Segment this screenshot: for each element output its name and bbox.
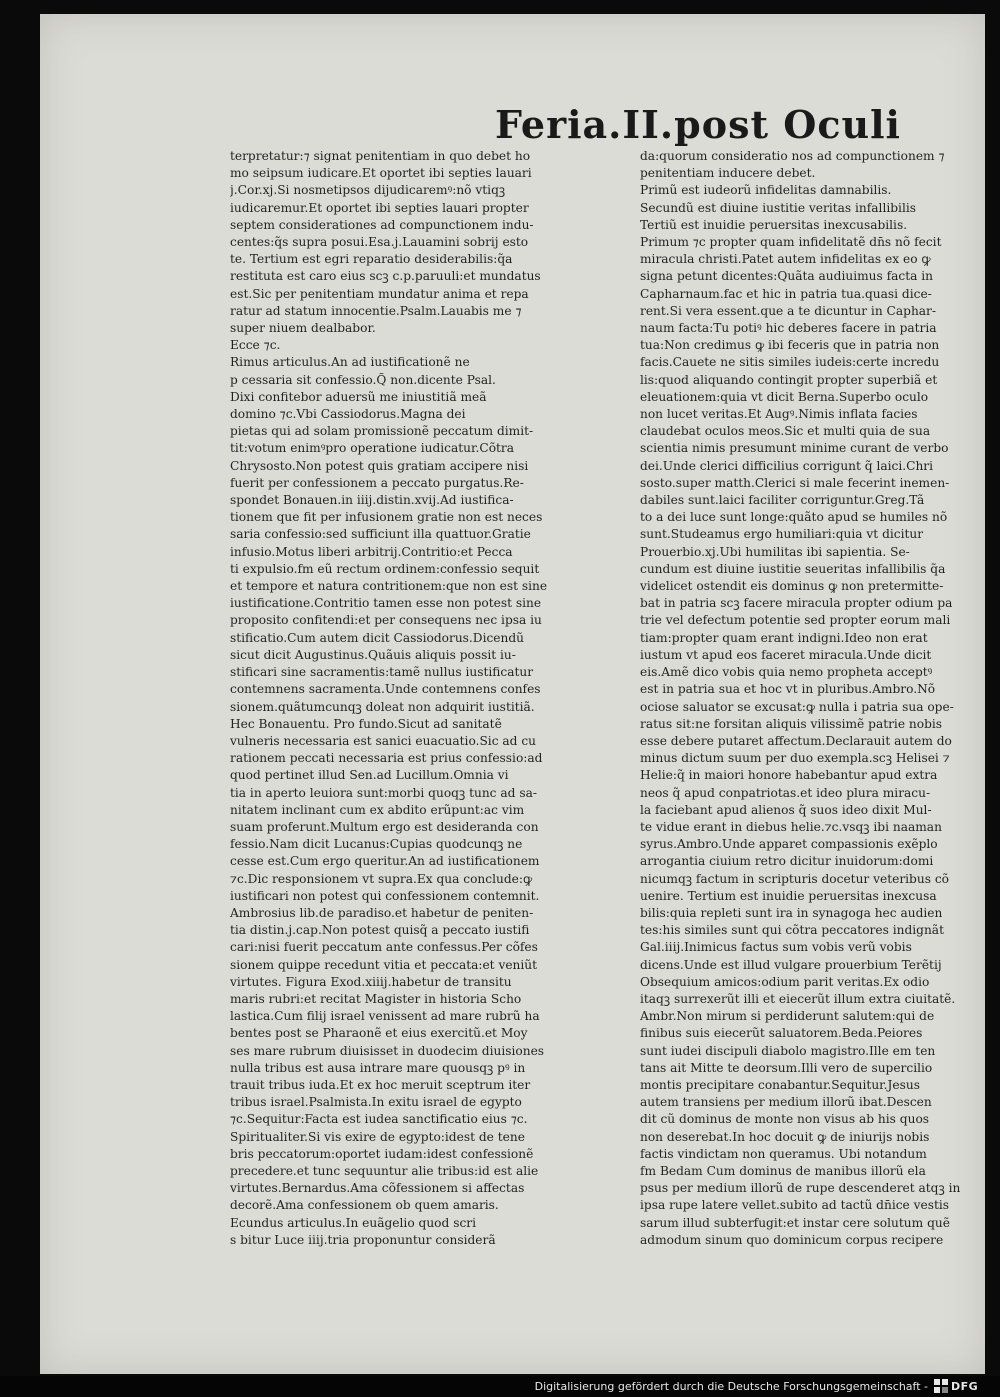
text-line: stificatio.Cum autem dicit Cassiodorus.Dicendũ bbox=[230, 630, 525, 645]
text-line: iustificatione.Contritio tamen esse non potest sine bbox=[230, 596, 542, 611]
text-line: Capharnaum.fac et hic in patria tua.quasi dice- bbox=[640, 286, 932, 301]
dfg-logo bbox=[934, 1379, 984, 1393]
text-line: et tempore et natura contritionem:que non est sine bbox=[230, 579, 548, 594]
text-line: autem transiens per medium illorũ ibat.Descen bbox=[640, 1095, 932, 1110]
text-line: admodum sinum quo dominicum corpus recipere bbox=[640, 1232, 944, 1247]
text-line: ipsa rupe latere vellet.subito ad tactũ dn̄ice vestis bbox=[640, 1198, 950, 1213]
text-line: ses mare rubrum diuisisset in duodecim diuisiones bbox=[230, 1043, 545, 1058]
text-line: sunt iudei discipuli diabolo magistro.Ille em ten bbox=[640, 1043, 936, 1058]
text-line: Chrysosto.Non potest quis gratiam accipere nisi bbox=[230, 458, 529, 473]
text-line: psus per medium illorũ de rupe descenderet atqꝫ in bbox=[640, 1181, 961, 1196]
left-text-column bbox=[230, 148, 625, 1249]
text-line: spondet Bonauen.in iiij.distin.xvij.Ad iustifica- bbox=[230, 493, 514, 508]
text-line: tans ait Mitte te deorsum.Illi vero de supercilio bbox=[640, 1060, 933, 1075]
text-line: terpretatur:⁊ signat penitentiam in quo debet ho bbox=[230, 149, 531, 163]
text-line: eis.Amẽ dico vobis quia nemo propheta acceptꝰ bbox=[640, 665, 933, 680]
text-line: Hec Bonauentu. Pro fundo.Sicut ad sanitatẽ bbox=[230, 716, 502, 731]
text-line: Primum ⁊c propter quam infidelitatẽ dn̄s nõ fecit bbox=[640, 235, 942, 250]
text-line: eleuationem:quia vt dicit Berna.Superbo oculo bbox=[640, 389, 929, 404]
text-line: pietas qui ad solam promissionẽ peccatum dimit- bbox=[230, 424, 534, 439]
text-line: maris rubri:et recitat Magister in historia Scho bbox=[230, 991, 522, 1006]
text-line: restituta est caro eius scꝫ c.p.paruuli:et mundatus bbox=[230, 269, 541, 284]
text-line: dicens.Unde est illud vulgare prouerbium Terẽtij bbox=[640, 957, 942, 972]
text-line: contemnens sacramenta.Unde contemnens confes bbox=[230, 682, 541, 697]
text-line: facis.Cauete ne sitis similes iudeis:certe incredu bbox=[640, 355, 940, 370]
text-line: infusio.Motus liberi arbitrij.Contritio:et Pecca bbox=[230, 544, 513, 559]
text-line: sunt.Studeamus ergo humiliari:quia vt dicitur bbox=[640, 527, 924, 542]
text-line: claudebat oculos meos.Sic et multi quia de sua bbox=[640, 424, 931, 439]
text-line: ⁊c.Sequitur:Facta est iudea sanctificatio eius ⁊c. bbox=[230, 1112, 528, 1127]
text-line: stificari sine sacramentis:tamẽ nullus iustificatur bbox=[230, 665, 534, 680]
text-line: Prouerbio.xj.Ubi humilitas ibi sapientia. Se- bbox=[640, 544, 910, 559]
text-line: factis vindictam non queramus. Ubi notandum bbox=[640, 1146, 927, 1161]
text-line: Helie:q̃ in maiori honore habebantur apud extra bbox=[640, 768, 938, 783]
text-line: naum facta:Tu potiꝰ hic deberes facere in patria bbox=[640, 321, 937, 336]
text-line: finibus suis eiecerũt saluatorem.Beda.Peiores bbox=[640, 1026, 923, 1041]
text-line: Primũ est iudeorũ infidelitas damnabilis. bbox=[640, 183, 892, 198]
text-line: dit cũ dominus de monte non visus ab his quos bbox=[640, 1112, 930, 1127]
text-line: dabiles sunt.laici faciliter corriguntur.Greg.Tã bbox=[640, 493, 925, 508]
text-line: bris peccatorum:oportet iudam:idest confessionẽ bbox=[230, 1146, 534, 1161]
text-line: Tertiũ est inuidie peruersitas inexcusabilis. bbox=[640, 217, 908, 232]
text-line: super niuem dealbabor. bbox=[230, 321, 376, 336]
text-line: miracula christi.Patet autem infidelitas ex eo ꝙ bbox=[640, 252, 931, 267]
text-line: te vidue erant in diebus helie.⁊c.vsqꝫ ibi naaman bbox=[640, 819, 942, 834]
text-line: rationem peccati necessaria est prius confessio:ad bbox=[230, 751, 543, 766]
text-line: syrus.Ambro.Unde apparet compassionis exẽplo bbox=[640, 837, 938, 852]
text-line: rent.Si vera essent.que a te dicuntur in Caphar- bbox=[640, 303, 937, 318]
text-line: sarum illud subterfugit:et instar cere solutum quẽ bbox=[640, 1215, 950, 1230]
text-line: sicut dicit Augustinus.Quãuis aliquis possit iu- bbox=[230, 647, 516, 662]
text-line: domino ⁊c.Vbi Cassiodorus.Magna dei bbox=[230, 407, 466, 422]
text-line: Obsequium amicos:odium parit veritas.Ex odio bbox=[640, 974, 930, 989]
text-line: minus dictum suum per duo exempla.scꝫ Helisei ⁊ bbox=[640, 751, 950, 766]
text-line: trie vel defectum potentie sed propter eorum mali bbox=[640, 613, 951, 628]
text-line: Gal.iiij.Inimicus factus sum vobis verũ vobis bbox=[640, 940, 912, 955]
text-line: iudicaremur.Et oportet ibi septies lauari propter bbox=[230, 200, 529, 215]
text-line: arrogantia ciuium retro dicitur inuidorum:domi bbox=[640, 854, 934, 869]
text-line: saria confessio:sed sufficiunt illa quattuor.Gratie bbox=[230, 527, 531, 542]
text-line: tionem que fit per infusionem gratie non est neces bbox=[230, 510, 543, 525]
text-line: vulneris necessaria est sanici euacuatio.Sic ad cu bbox=[230, 733, 537, 748]
text-line: iustum vt apud eos faceret miracula.Unde dicit bbox=[640, 647, 932, 662]
text-line: dei.Unde clerici difficilius corrigunt q̃ laici.Chri bbox=[640, 458, 934, 473]
text-line: da:quorum consideratio nos ad compunctionem ⁊ bbox=[640, 149, 945, 163]
text-line: scientia nimis presumunt minime curant de verbo bbox=[640, 441, 949, 456]
text-line: fessio.Nam dicit Lucanus:Cupias quodcunqꝫ ne bbox=[230, 837, 523, 852]
text-line: Ambr.Non mirum si perdiderunt salutem:qui de bbox=[640, 1009, 935, 1024]
text-line: Ecce ⁊c. bbox=[230, 338, 281, 353]
right-text-column bbox=[640, 148, 980, 1249]
funding-notice: Digitalisierung gefördert durch die Deutsche Forschungsgemeinschaft - bbox=[534, 1380, 928, 1393]
text-line: nitatem inclinant cum ex abdito erũpunt:ac vim bbox=[230, 802, 525, 817]
text-line: cundum est diuine iustitie seueritas infallibilis q̃a bbox=[640, 561, 946, 576]
text-line: virtutes.Bernardus.Ama cõfessionem si affectas bbox=[230, 1181, 525, 1196]
dfg-logo-text: DFG bbox=[951, 1379, 979, 1393]
text-line: tia in aperto leuiora sunt:morbi quoqꝫ tunc ad sa- bbox=[230, 785, 537, 800]
text-line: sionem quippe recedunt vitia et peccata:et veniũt bbox=[230, 957, 538, 972]
text-line: iustificari non potest qui confessionem contemnit. bbox=[230, 888, 540, 903]
text-line: p cessaria sit confessio.Q̃ non.dicente Psal. bbox=[230, 372, 496, 387]
text-line: j.Cor.xj.Si nosmetipsos dijudicaremꝰ:nõ vtiqꝫ bbox=[230, 183, 506, 198]
text-line: penitentiam inducere debet. bbox=[640, 166, 816, 181]
text-line: est.Sic per penitentiam mundatur anima et repa bbox=[230, 286, 529, 301]
text-line: neos q̃ apud conpatriotas.et ideo plura miracu- bbox=[640, 785, 931, 800]
text-line: virtutes. Figura Exod.xiiij.habetur de transitu bbox=[230, 974, 512, 989]
text-line: Rimus articulus.An ad iustificationẽ ne bbox=[230, 355, 470, 370]
text-line: cari:nisi fuerit peccatum ante confessus.Per cõfes bbox=[230, 940, 538, 955]
text-line: tia distin.j.cap.Non potest quisq̃ a peccato iustifi bbox=[230, 923, 530, 938]
text-line: fm Bedam Cum dominus de manibus illorũ ela bbox=[640, 1163, 926, 1178]
text-line: Spiritualiter.Si vis exire de egypto:idest de tene bbox=[230, 1129, 525, 1144]
text-line: bentes post se Pharaonẽ et eius exercitũ.et Moy bbox=[230, 1026, 528, 1041]
text-line: uenire. Tertium est inuidie peruersitas inexcusa bbox=[640, 888, 937, 903]
text-line: bat in patria scꝫ facere miracula propter odium pa bbox=[640, 596, 953, 611]
text-line: lastica.Cum filij israel venissent ad mare rubrũ ha bbox=[230, 1009, 540, 1024]
text-line: ratur ad statum innocentie.Psalm.Lauabis me ⁊ bbox=[230, 303, 522, 318]
text-line: nicumqꝫ factum in scripturis docetur veteribus cõ bbox=[640, 871, 949, 886]
text-line: la faciebant apud alienos q̃ suos ideo dixit Mul- bbox=[640, 802, 932, 817]
text-line: trauit tribus iuda.Et ex hoc meruit sceptrum iter bbox=[230, 1077, 531, 1092]
text-line: Ambrosius lib.de paradiso.et habetur de peniten- bbox=[230, 905, 534, 920]
footer-bar bbox=[0, 1376, 1000, 1397]
text-line: te. Tertium est egri reparatio desiderabilis:q̃a bbox=[230, 252, 513, 267]
text-line: esse debere putaret affectum.Declarauit autem do bbox=[640, 733, 952, 748]
text-line: ⁊c.Dic responsionem vt supra.Ex qua conclude:ꝙ bbox=[230, 871, 533, 886]
text-line: ociose saluator se excusat:ꝙ nulla i patria sua ope- bbox=[640, 699, 954, 714]
text-line: septem considerationes ad compunctionem indu- bbox=[230, 217, 534, 232]
text-line: tit:votum enimꝰpro operatione iudicatur.Cõtra bbox=[230, 441, 515, 456]
text-line: quod pertinet illud Sen.ad Lucillum.Omnia vi bbox=[230, 768, 509, 783]
running-heading: Feria.II.post Oculi bbox=[495, 102, 901, 147]
text-line: tribus israel.Psalmista.In exitu israel de egypto bbox=[230, 1095, 522, 1110]
text-line: montis precipitare conabantur.Sequitur.Jesus bbox=[640, 1077, 920, 1092]
text-line: mo seipsum iudicare.Et oportet ibi septies lauari bbox=[230, 166, 532, 181]
text-line: sosto.super matth.Clerici si male fecerint inemen- bbox=[640, 475, 950, 490]
text-line: cesse est.Cum ergo queritur.An ad iustificationem bbox=[230, 854, 540, 869]
text-line: tiam:propter quam erant indigni.Ideo non erat bbox=[640, 630, 928, 645]
text-line: tua:Non credimus ꝙ ibi feceris que in patria non bbox=[640, 338, 940, 353]
text-line: Dixi confitebor aduersũ me iniustitiã meã bbox=[230, 389, 487, 404]
text-line: s bitur Luce iiij.tria proponuntur considerã bbox=[230, 1232, 496, 1247]
text-line: ratus sit:ne forsitan aliquis vilissimẽ patrie nobis bbox=[640, 716, 943, 731]
text-line: lis:quod aliquando contingit propter superbiã et bbox=[640, 372, 938, 387]
text-line: est in patria sua et hoc vt in pluribus.Ambro.Nõ bbox=[640, 682, 936, 697]
text-line: to a dei luce sunt longe:quãto apud se humiles nõ bbox=[640, 510, 948, 525]
text-line: non lucet veritas.Et Augꝰ.Nimis inflata facies bbox=[640, 407, 918, 422]
text-line: ti expulsio.fm eũ rectum ordinem:confessio sequit bbox=[230, 561, 540, 576]
text-line: decorẽ.Ama confessionem ob quem amaris. bbox=[230, 1198, 499, 1213]
text-line: bilis:quia repleti sunt ira in synagoga hec audien bbox=[640, 905, 943, 920]
text-line: suam proferunt.Multum ergo est desideranda con bbox=[230, 819, 539, 834]
text-line: centes:q̃s supra posui.Esa.j.Lauamini sobrij esto bbox=[230, 235, 529, 250]
text-line: precedere.et tunc sequuntur alie tribus:id est alie bbox=[230, 1163, 539, 1178]
text-line: proposito confitendi:et per consequens nec ipsa iu bbox=[230, 613, 542, 628]
text-line: nulla tribus est ausa intrare mare quousqꝫ pꝰ in bbox=[230, 1060, 526, 1075]
text-line: sionem.quãtumcunqꝫ doleat non adquirit iustitiã. bbox=[230, 699, 535, 714]
text-line: videlicet ostendit eis dominus ꝙ non pretermitte- bbox=[640, 579, 944, 594]
text-line: non deserebat.In hoc docuit ꝙ de iniurijs nobis bbox=[640, 1129, 930, 1144]
text-line: signa petunt dicentes:Quãta audiuimus facta in bbox=[640, 269, 934, 284]
book-page bbox=[40, 14, 985, 1374]
text-line: Secundũ est diuine iustitie veritas infallibilis bbox=[640, 200, 916, 215]
text-line: itaqꝫ surrexerũt illi et eiecerũt illum extra ciuitatẽ. bbox=[640, 991, 956, 1006]
text-line: Ecundus articulus.In euãgelio quod scri bbox=[230, 1215, 476, 1230]
text-line: fuerit per confessionem a peccato purgatus.Re- bbox=[230, 475, 524, 490]
dfg-icon bbox=[934, 1379, 948, 1393]
text-line: tes:his similes sunt qui cõtra peccatores indignãt bbox=[640, 923, 944, 938]
